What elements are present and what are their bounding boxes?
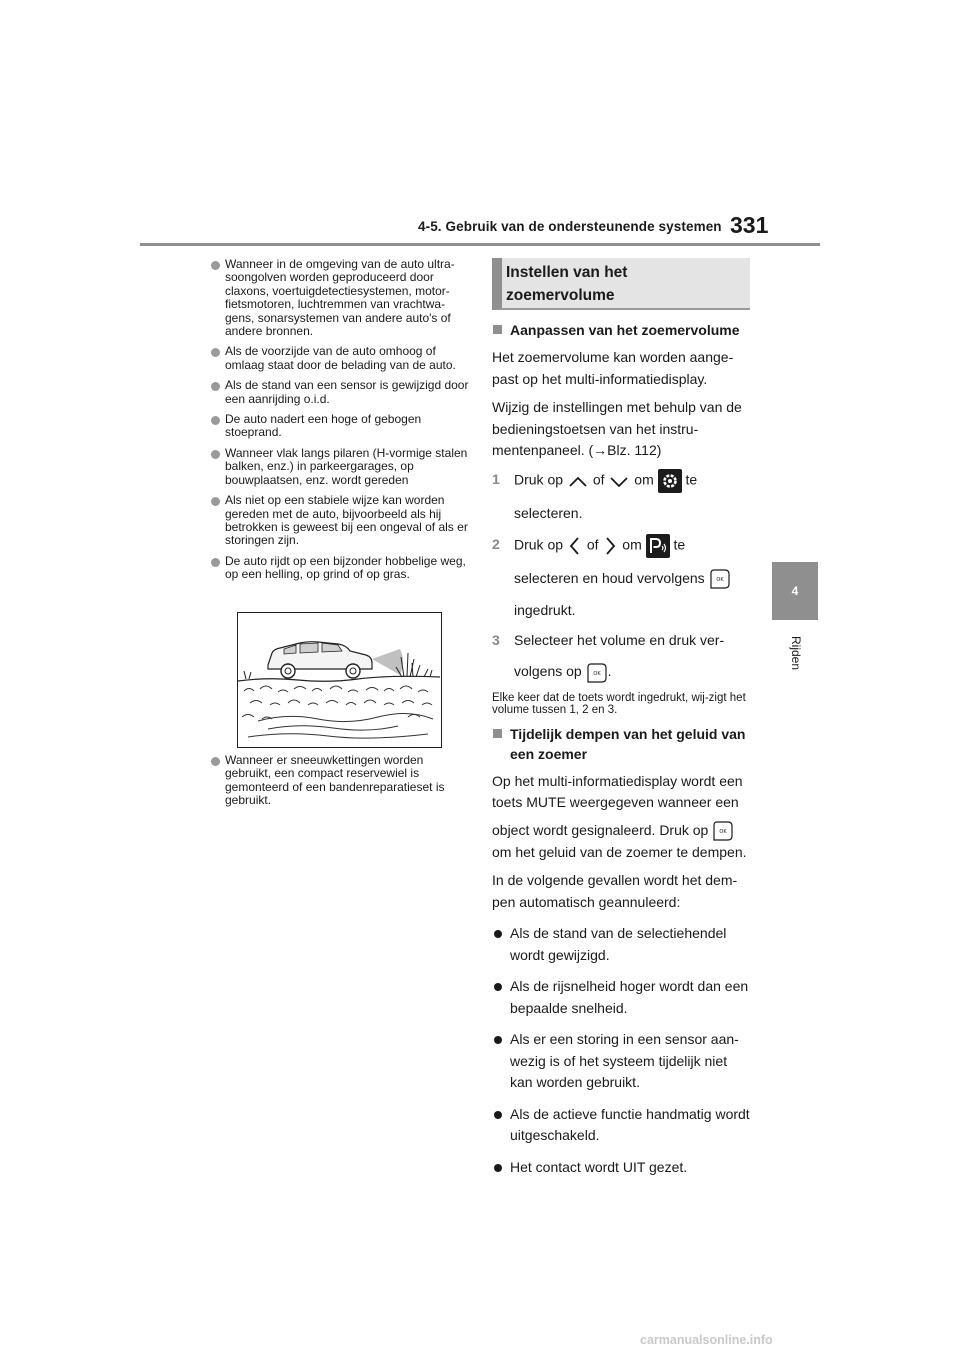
list-item: Als de stand van de selectiehendel wordt gewijzigd. — [492, 923, 750, 966]
paragraph: Wijzig de instellingen met behulp van de bedieningstoetsen van het instru-mentenpaneel. (→Blz. 112) — [492, 399, 742, 458]
right-column — [492, 258, 750, 1178]
chapter-tab: 4 — [772, 562, 818, 620]
step-3: 3 Selecteer het volume en druk ver- volgens op OK . — [492, 630, 750, 684]
gear-icon — [658, 469, 682, 493]
svg-text:OK: OK — [715, 577, 724, 584]
watermark: carmanualsonline.info — [640, 1333, 773, 1347]
list-item: Als de rijsnelheid hoger wordt dan een bepaalde snelheid. — [492, 976, 750, 1019]
list-item: Als de stand van een sensor is gewijzigd door een aanrijding o.i.d. — [210, 379, 470, 406]
ok-button-icon — [586, 662, 608, 684]
paragraph: Het zoemervolume kan worden aange-past op het multi-informatiedisplay. — [492, 349, 734, 387]
chapter-label: Rijden — [789, 635, 803, 671]
section-box-title: Instellen van het zoemervolume — [492, 258, 750, 310]
ok-button-icon — [709, 568, 731, 590]
list-item: De auto nadert een hoge of gebogen stoeprand. — [210, 413, 470, 440]
left-column — [210, 258, 470, 589]
paragraph: In de volgende gevallen wordt het dem-pen automatisch geannuleerd: — [492, 872, 738, 910]
section-title: 4-5. Gebruik van de ondersteunende systemen — [418, 219, 722, 234]
car-on-rough-road-illustration — [237, 612, 442, 748]
list-item: Het contact wordt UIT gezet. — [492, 1157, 750, 1179]
page-number: 331 — [730, 212, 769, 238]
chevron-down-icon — [608, 474, 630, 488]
parking-sensor-icon — [646, 534, 670, 558]
paragraph: Op het multi-informatiedisplay wordt een toets MUTE weergegeven wanneer een object wordt gesignaleerd. Druk op OK om het geluid van de zoemer te dempen. — [492, 772, 747, 860]
step-2: 2 Druk op of om te selecteren en houd vervolgens OK ingedrukt. — [492, 534, 750, 622]
subheading-adjust-volume: Aanpassen van het zoemervolume — [492, 320, 750, 340]
illustration-drawing — [238, 613, 440, 746]
ok-button-icon — [712, 820, 734, 842]
list-item: Wanneer er sneeuwkettingen worden gebruikt, een compact reservewiel is gemonteerd of een bandenreparatieset is gebruikt. — [210, 754, 470, 808]
chevron-left-icon — [567, 535, 583, 557]
list-item: Wanneer in de omgeving van de auto ultra-soongolven worden geproduceerd door claxons, voertuigdetectiesystemen, motor-fietsmotoren, luchtremmen van vrachtwa-gens, sonarsystemen van andere auto's of andere bronnen. — [210, 258, 470, 338]
page-header — [140, 212, 820, 246]
chevron-up-icon — [567, 474, 589, 488]
list-item: De auto rijdt op een bijzonder hobbelige weg, op een helling, op grind of op gras. — [210, 555, 470, 582]
list-item: Wanneer vlak langs pilaren (H-vormige stalen balken, enz.) in parkeergarages, op bouwplaatsen, enz. wordt gereden — [210, 447, 470, 487]
svg-text:OK: OK — [719, 828, 727, 835]
list-item: Als de voorzijde van de auto omhoog of omlaag staat door de belading van de auto. — [210, 345, 470, 372]
list-item: Als de actieve functie handmatig wordt uitgeschakeld. — [492, 1104, 750, 1147]
list-item: Als niet op een stabiele wijze kan worden gereden met de auto, bijvoorbeeld als hij betrokken is geweest bij een ongeval of als er storingen zijn. — [210, 494, 470, 548]
step-1: 1 Druk op of om te selecteren. — [492, 470, 698, 521]
subheading-mute-buzzer: Tijdelijk dempen van het geluid van een zoemer — [492, 724, 750, 764]
svg-text:OK: OK — [593, 670, 601, 677]
list-item: Als er een storing in een sensor aan-wezig is of het systeem tijdelijk niet kan worden gebruikt. — [492, 1029, 750, 1094]
note: Elke keer dat de toets wordt ingedrukt, wij-zigt het volume tussen 1, 2 en 3. — [492, 691, 746, 717]
chevron-right-icon — [602, 535, 618, 557]
